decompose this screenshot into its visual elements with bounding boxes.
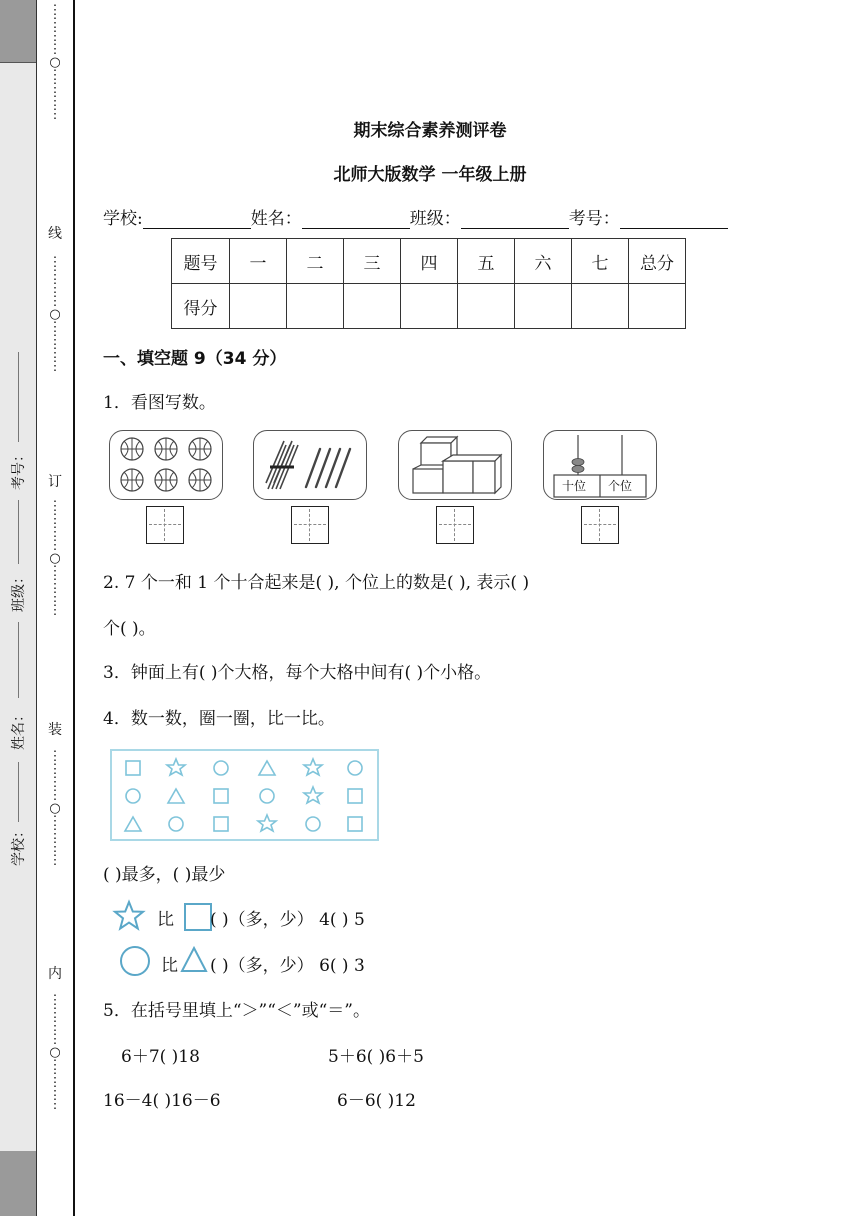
circle-icon xyxy=(120,946,150,976)
info-school-label: 学校: xyxy=(103,209,143,229)
score-table-score-row xyxy=(172,284,686,329)
binding-field-name: 姓名： xyxy=(11,708,27,750)
info-class-label: 班级： xyxy=(409,209,461,229)
binding-char-ding: 订 xyxy=(48,474,62,490)
question-2-line-2: 个( )。 xyxy=(103,619,156,639)
compare-expression: 6－6( )12 xyxy=(337,1091,416,1111)
score-input-cell[interactable] xyxy=(401,284,458,329)
abacus-picture xyxy=(543,430,657,500)
circle-compare-rest: ( )（多，少） 6( ) 3 xyxy=(210,956,365,976)
info-number-label: 考号： xyxy=(568,209,620,229)
info-name-label: 姓名： xyxy=(250,209,302,229)
question-5: 5．在括号里填上“＞”“＜”或“＝”。 xyxy=(103,1001,370,1021)
binding-field-class: 班级： xyxy=(11,570,27,612)
binding-char-zhuang: 装 xyxy=(48,722,62,738)
compare-expression: 5＋6( )6＋5 xyxy=(328,1047,424,1067)
score-table-cell: 四 xyxy=(401,239,458,284)
score-table-cell: 一 xyxy=(230,239,287,284)
binding-dots-2: ⋮ ⋮ ⋮ ⋮ ○ ⋮ ⋮ ⋮ ⋮ xyxy=(48,255,62,374)
basketballs-picture xyxy=(109,430,223,500)
basketball-icon xyxy=(110,431,222,499)
score-table xyxy=(171,238,686,329)
answer-box[interactable] xyxy=(146,506,184,544)
binding-char-xian: 线 xyxy=(48,226,62,242)
compare-label-circle: 比 xyxy=(161,956,178,976)
score-table-cell: 七 xyxy=(572,239,629,284)
score-table-cell: 五 xyxy=(458,239,515,284)
score-input-cell[interactable] xyxy=(572,284,629,329)
compare-label-star: 比 xyxy=(157,910,174,930)
number-blank[interactable] xyxy=(620,210,728,229)
score-input-cell[interactable] xyxy=(230,284,287,329)
shapes-grid xyxy=(110,749,379,841)
score-input-cell[interactable] xyxy=(515,284,572,329)
binding-dots-5: ⋮ ⋮ ⋮ ⋮ ○ ⋮ ⋮ ⋮ ⋮ xyxy=(48,993,62,1112)
score-table-cell: 得分 xyxy=(172,284,230,329)
score-input-cell[interactable] xyxy=(629,284,686,329)
star-compare-rest: ( )（多，少） 4( ) 5 xyxy=(210,910,365,930)
binding-char-nei: 内 xyxy=(48,966,62,982)
score-input-cell[interactable] xyxy=(344,284,401,329)
abacus-tens-label: 十位 xyxy=(562,479,587,493)
sticks-picture xyxy=(253,430,367,500)
binding-dots-3: ⋮ ⋮ ⋮ ⋮ ○ ⋮ ⋮ ⋮ ⋮ xyxy=(48,499,62,618)
cubes-picture xyxy=(398,430,512,500)
score-table-header-row xyxy=(172,239,686,284)
score-table-cell: 总分 xyxy=(629,239,686,284)
cubes-icon xyxy=(399,431,511,499)
abacus-icon xyxy=(544,431,656,499)
shapes-grid-drawing xyxy=(112,751,377,839)
binding-dots-4: ⋮ ⋮ ⋮ ⋮ ○ ⋮ ⋮ ⋮ ⋮ xyxy=(48,749,62,868)
question-3: 3．钟面上有( )个大格，每个大格中间有( )个小格。 xyxy=(103,663,492,683)
answer-box[interactable] xyxy=(291,506,329,544)
compare-expression: 6＋7( )18 xyxy=(121,1047,200,1067)
star-icon xyxy=(113,900,145,936)
binding-bottom-band xyxy=(0,1151,36,1216)
binding-field-school: 学校： xyxy=(11,824,27,866)
score-input-cell[interactable] xyxy=(458,284,515,329)
triangle-icon xyxy=(180,946,208,978)
name-blank[interactable] xyxy=(302,210,410,229)
score-input-cell[interactable] xyxy=(287,284,344,329)
exam-subtitle: 北师大版数学 一年级上册 xyxy=(333,165,527,185)
class-blank[interactable] xyxy=(461,210,569,229)
question-4-most-least: ( )最多，( )最少 xyxy=(103,865,226,885)
score-table-cell: 三 xyxy=(344,239,401,284)
abacus-ones-label: 个位 xyxy=(608,479,633,493)
binding-field-number: 考号： xyxy=(11,448,27,490)
info-line xyxy=(103,204,728,229)
binding-top-band xyxy=(0,0,36,62)
compare-expression: 16－4( )16－6 xyxy=(103,1091,221,1111)
question-2-line-1: 2. 7 个一和 1 个十合起来是( ), 个位上的数是( ), 表示( ) xyxy=(103,573,530,593)
school-blank[interactable] xyxy=(143,210,251,229)
score-table-cell: 二 xyxy=(287,239,344,284)
binding-dots-1: ⋮ ⋮ ⋮ ⋮ ○ ⋮ ⋮ ⋮ ⋮ xyxy=(48,3,62,122)
score-table-cell: 六 xyxy=(515,239,572,284)
exam-title: 期末综合素养测评卷 xyxy=(353,121,507,141)
square-icon xyxy=(184,903,212,931)
score-table-cell: 题号 xyxy=(172,239,230,284)
answer-box[interactable] xyxy=(581,506,619,544)
question-4: 4．数一数，圈一圈，比一比。 xyxy=(103,709,335,729)
answer-box[interactable] xyxy=(436,506,474,544)
question-1: 1．看图写数。 xyxy=(103,393,216,413)
sticks-bundle-icon xyxy=(254,431,366,499)
section-heading: 一、填空题 9（34 分） xyxy=(103,349,287,369)
